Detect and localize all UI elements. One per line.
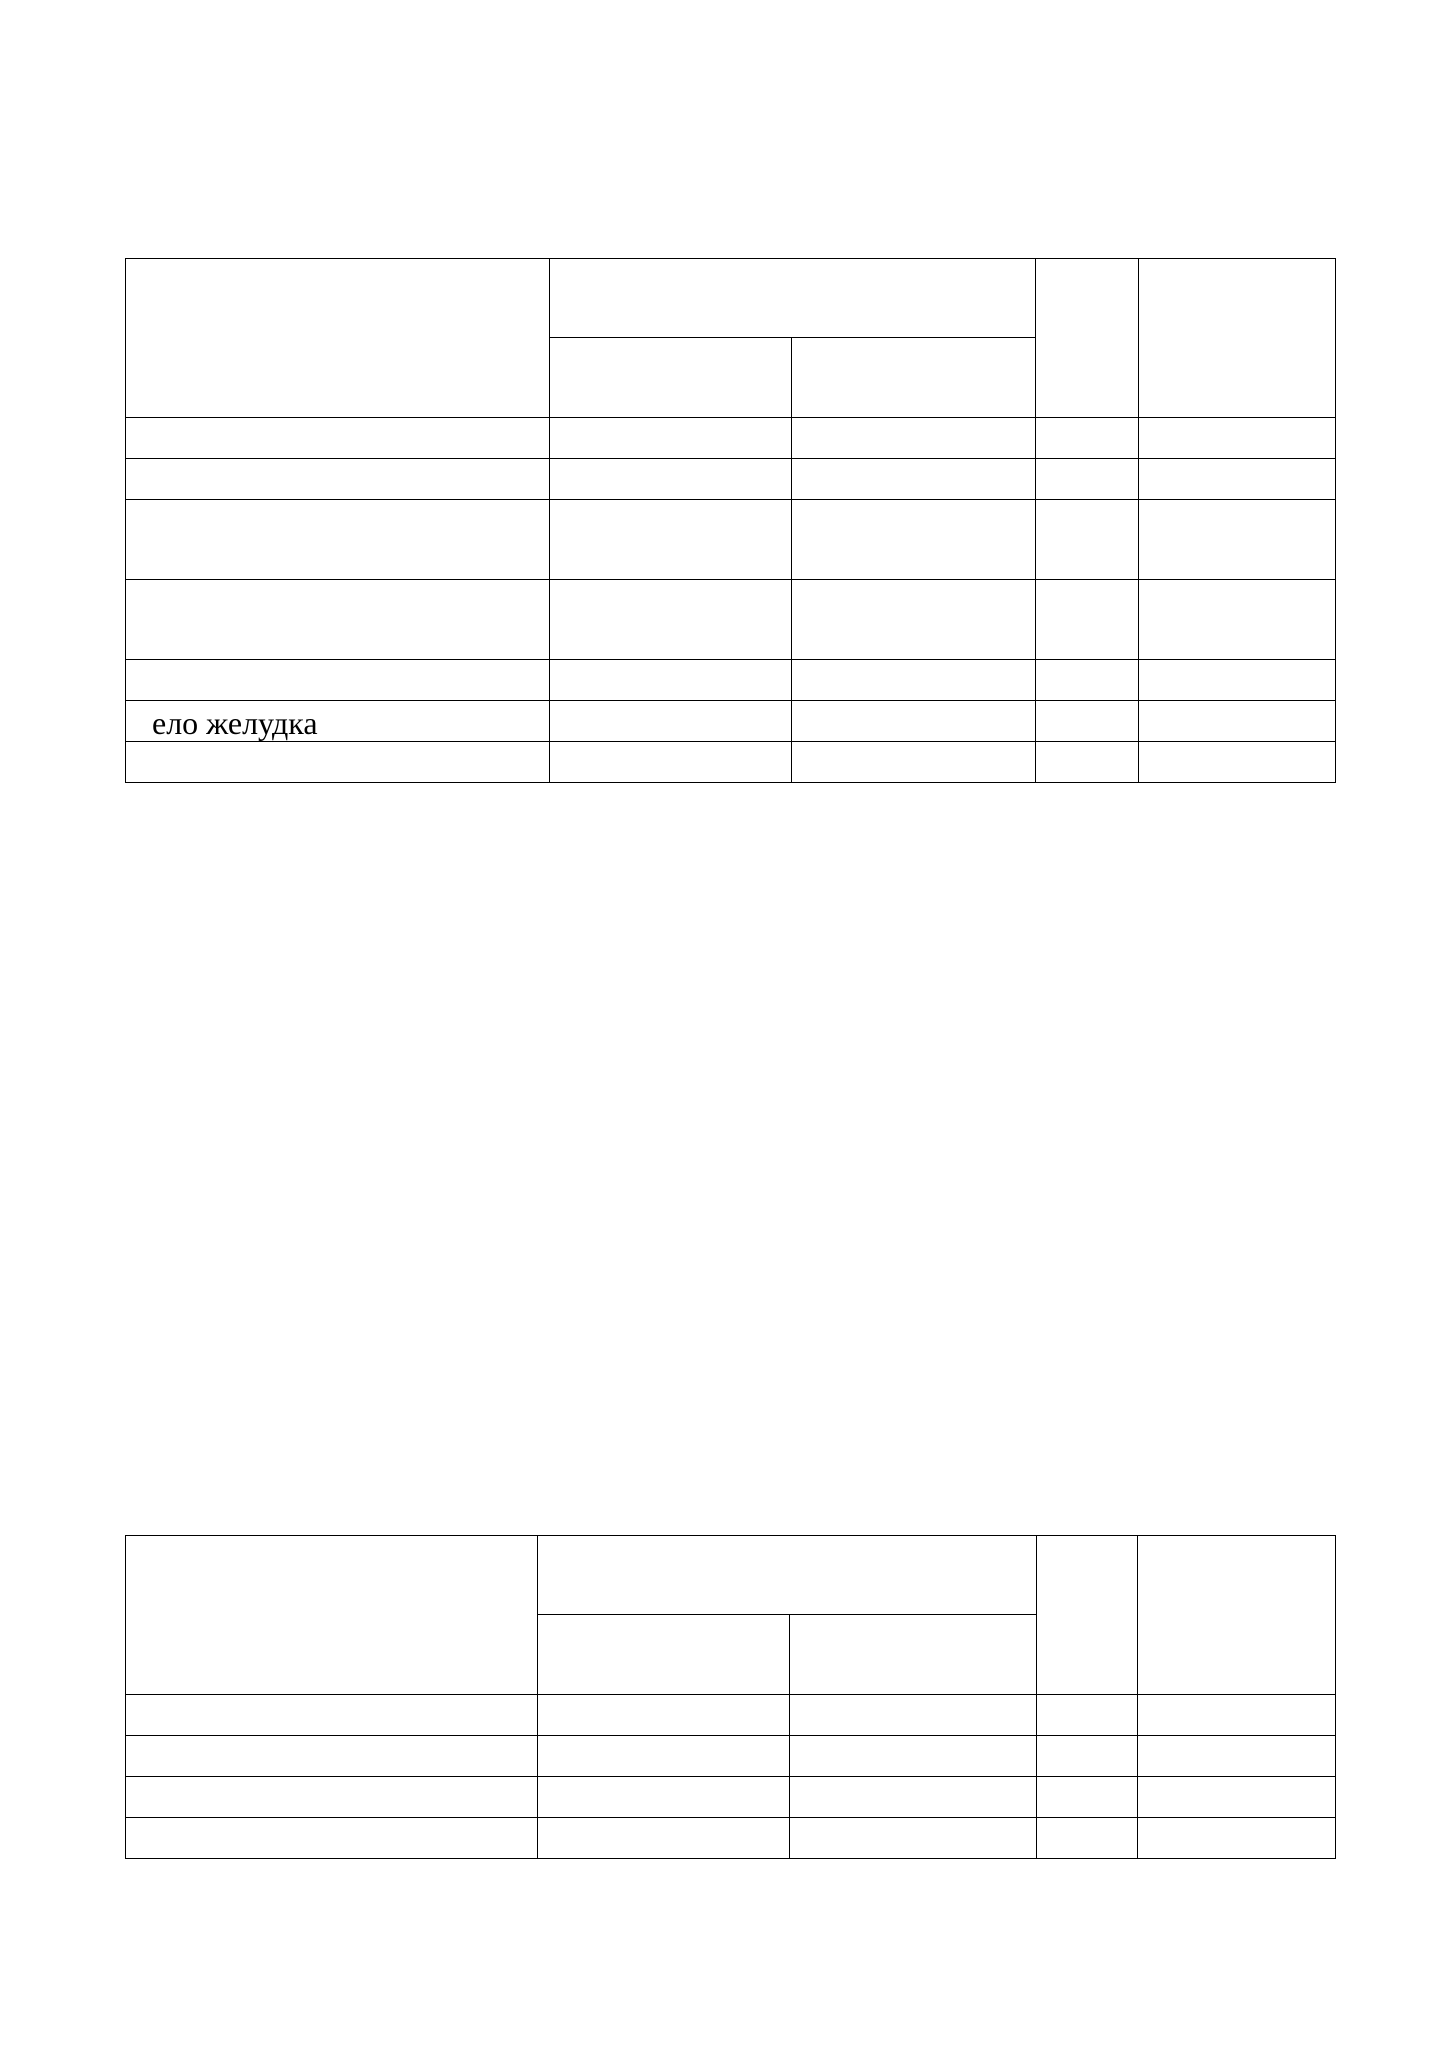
table-cell [550,580,792,660]
table-cell [1036,660,1139,701]
table-cell [126,459,550,500]
table-2-header-col-4 [1037,1536,1138,1695]
table-1-header-sub-1 [550,338,792,418]
table-cell [550,742,792,783]
table-cell [1037,1818,1138,1859]
table-cell [792,742,1036,783]
table-cell [1037,1777,1138,1818]
table-cell [1139,500,1336,580]
table-row [126,1736,1336,1777]
table-cell [538,1736,790,1777]
table-cell [790,1777,1037,1818]
table-2-header-col-5 [1138,1536,1336,1695]
table-2 [125,1535,1336,1859]
table-cell [1138,1736,1336,1777]
table-cell [1138,1818,1336,1859]
table-cell [1139,580,1336,660]
table-cell [1139,459,1336,500]
table-1-header-row-1 [126,259,1336,338]
table-cell [126,1818,538,1859]
table-cell [126,500,550,580]
table-cell [1036,742,1139,783]
table-cell [1138,1777,1336,1818]
table-cell [1037,1736,1138,1777]
table-row [126,701,1336,742]
table-row [126,1695,1336,1736]
table-cell [538,1777,790,1818]
table-cell [550,701,792,742]
table-cell [792,701,1036,742]
table-row [126,459,1336,500]
table-row [126,660,1336,701]
table-cell [1037,1695,1138,1736]
table-row [126,1818,1336,1859]
table-1-header-col-4 [1036,259,1139,418]
table-cell [1138,1695,1336,1736]
table-cell [1139,418,1336,459]
table-cell: ело желудка [126,701,550,742]
table-1-header-col-5 [1139,259,1336,418]
table-cell [1139,660,1336,701]
table-row [126,418,1336,459]
table-cell [126,580,550,660]
table-cell [1036,580,1139,660]
table-cell [550,660,792,701]
table-row [126,580,1336,660]
table-cell [1139,742,1336,783]
table-cell [790,1695,1037,1736]
table-cell [126,418,550,459]
table-cell [126,1777,538,1818]
table-cell [126,742,550,783]
table-cell [792,459,1036,500]
table-cell [126,660,550,701]
table-cell [792,500,1036,580]
table-cell [126,1736,538,1777]
table-cell [1036,500,1139,580]
table-2-header-col-1 [126,1536,538,1695]
table-cell [792,660,1036,701]
table-cell [792,580,1036,660]
table-1-header-sub-2 [792,338,1036,418]
table-row [126,742,1336,783]
table-cell [1036,701,1139,742]
table-cell [538,1695,790,1736]
table-row [126,500,1336,580]
table-row [126,1777,1336,1818]
table-1 [125,258,1336,783]
table-2-header-sub-1 [538,1615,790,1695]
table-cell [550,459,792,500]
table-cell [790,1736,1037,1777]
table-cell [792,418,1036,459]
table-1-header-group [550,259,1036,338]
table-1-header-col-1 [126,259,550,418]
table-2-header-sub-2 [790,1615,1037,1695]
table-cell [1036,418,1139,459]
table-cell [1139,701,1336,742]
table-cell [1036,459,1139,500]
table-cell [550,418,792,459]
table-cell [538,1818,790,1859]
table-cell [550,500,792,580]
table-2-header-row-1 [126,1536,1336,1615]
table-cell [790,1818,1037,1859]
table-cell [126,1695,538,1736]
table-2-header-group [538,1536,1037,1615]
